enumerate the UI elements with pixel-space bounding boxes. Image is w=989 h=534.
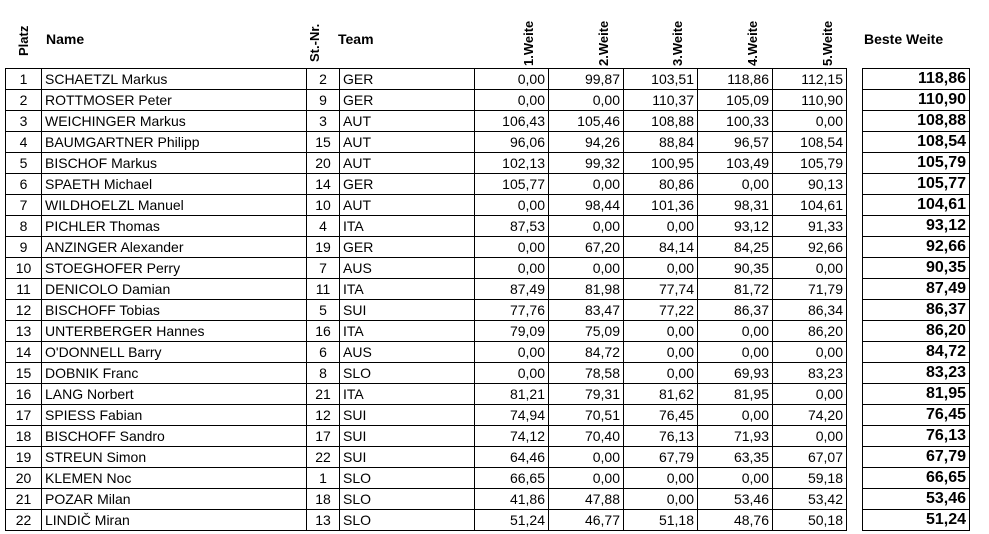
team-cell: SLO [340, 363, 475, 384]
weite-5-cell: 0,00 [773, 384, 847, 405]
weite-5-cell: 50,18 [773, 510, 847, 531]
name-cell: ROTTMOSER Peter [42, 90, 307, 111]
table-row [6, 258, 970, 279]
weite-1-cell: 51,24 [475, 510, 549, 531]
weite-1-cell: 105,77 [475, 174, 549, 195]
weite-1-cell: 0,00 [475, 195, 549, 216]
weite-5-cell: 83,23 [773, 363, 847, 384]
weite-3-cell: 0,00 [624, 342, 698, 363]
header-weite-4: 4.Weite [745, 20, 760, 66]
weite-3-cell: 84,14 [624, 237, 698, 258]
start-number-cell: 9 [307, 90, 340, 111]
weite-3-cell: 0,00 [624, 258, 698, 279]
beste-weite-cell: 87,49 [863, 279, 970, 300]
weite-4-cell: 90,35 [698, 258, 773, 279]
name-cell: LINDIČ Miran [42, 510, 307, 531]
column-gap [847, 426, 863, 447]
beste-weite-cell: 104,61 [863, 195, 970, 216]
header-weite-1: 1.Weite [521, 20, 536, 66]
name-cell: WILDHOELZL Manuel [42, 195, 307, 216]
column-gap [847, 300, 863, 321]
platz-cell: 13 [6, 321, 42, 342]
weite-3-cell: 110,37 [624, 90, 698, 111]
header-platz: Platz [16, 25, 31, 56]
header-name: Name [46, 31, 85, 47]
table-row [6, 195, 970, 216]
weite-5-cell: 105,79 [773, 153, 847, 174]
name-cell: SPAETH Michael [42, 174, 307, 195]
platz-cell: 14 [6, 342, 42, 363]
weite-5-cell: 67,07 [773, 447, 847, 468]
table-row [6, 321, 970, 342]
name-cell: WEICHINGER Markus [42, 111, 307, 132]
start-number-cell: 18 [307, 489, 340, 510]
beste-weite-cell: 53,46 [863, 489, 970, 510]
column-gap [847, 195, 863, 216]
column-gap [847, 258, 863, 279]
weite-4-cell: 96,57 [698, 132, 773, 153]
beste-weite-cell: 83,23 [863, 363, 970, 384]
team-cell: AUT [340, 111, 475, 132]
team-cell: ITA [340, 384, 475, 405]
weite-3-cell: 108,88 [624, 111, 698, 132]
weite-2-cell: 78,58 [549, 363, 624, 384]
weite-1-cell: 106,43 [475, 111, 549, 132]
beste-weite-cell: 90,35 [863, 258, 970, 279]
beste-weite-cell: 93,12 [863, 216, 970, 237]
header-weite-5: 5.Weite [820, 20, 835, 66]
column-gap [847, 489, 863, 510]
weite-2-cell: 84,72 [549, 342, 624, 363]
weite-4-cell: 105,09 [698, 90, 773, 111]
team-cell: ITA [340, 321, 475, 342]
header-weite-2: 2.Weite [596, 20, 611, 66]
weite-1-cell: 0,00 [475, 342, 549, 363]
weite-2-cell: 75,09 [549, 321, 624, 342]
weite-4-cell: 0,00 [698, 405, 773, 426]
weite-3-cell: 77,74 [624, 279, 698, 300]
weite-4-cell: 69,93 [698, 363, 773, 384]
table-row [6, 111, 970, 132]
beste-weite-cell: 110,90 [863, 90, 970, 111]
weite-1-cell: 0,00 [475, 90, 549, 111]
team-cell: ITA [340, 216, 475, 237]
team-cell: SUI [340, 300, 475, 321]
weite-3-cell: 76,45 [624, 405, 698, 426]
column-gap [847, 237, 863, 258]
team-cell: ITA [340, 279, 475, 300]
name-cell: POZAR Milan [42, 489, 307, 510]
column-gap [847, 468, 863, 489]
table-row [6, 447, 970, 468]
beste-weite-cell: 84,72 [863, 342, 970, 363]
table-row [6, 384, 970, 405]
weite-3-cell: 67,79 [624, 447, 698, 468]
weite-4-cell: 71,93 [698, 426, 773, 447]
platz-cell: 9 [6, 237, 42, 258]
platz-cell: 2 [6, 90, 42, 111]
column-gap [847, 321, 863, 342]
beste-weite-cell: 66,65 [863, 468, 970, 489]
table-row [6, 237, 970, 258]
name-cell: SPIESS Fabian [42, 405, 307, 426]
start-number-cell: 4 [307, 216, 340, 237]
platz-cell: 10 [6, 258, 42, 279]
platz-cell: 21 [6, 489, 42, 510]
start-number-cell: 5 [307, 300, 340, 321]
weite-4-cell: 93,12 [698, 216, 773, 237]
weite-3-cell: 76,13 [624, 426, 698, 447]
weite-3-cell: 51,18 [624, 510, 698, 531]
weite-2-cell: 0,00 [549, 447, 624, 468]
beste-weite-cell: 76,13 [863, 426, 970, 447]
weite-5-cell: 86,20 [773, 321, 847, 342]
platz-cell: 1 [6, 69, 42, 90]
platz-cell: 8 [6, 216, 42, 237]
start-number-cell: 17 [307, 426, 340, 447]
header-team: Team [338, 31, 374, 47]
team-cell: SUI [340, 447, 475, 468]
weite-5-cell: 92,66 [773, 237, 847, 258]
platz-cell: 11 [6, 279, 42, 300]
team-cell: AUS [340, 342, 475, 363]
weite-2-cell: 46,77 [549, 510, 624, 531]
name-cell: ANZINGER Alexander [42, 237, 307, 258]
name-cell: DENICOLO Damian [42, 279, 307, 300]
name-cell: BAUMGARTNER Philipp [42, 132, 307, 153]
column-gap [847, 363, 863, 384]
column-gap [847, 174, 863, 195]
column-gap [847, 405, 863, 426]
team-cell: AUS [340, 258, 475, 279]
weite-2-cell: 70,40 [549, 426, 624, 447]
column-gap [847, 216, 863, 237]
name-cell: KLEMEN Noc [42, 468, 307, 489]
weite-2-cell: 47,88 [549, 489, 624, 510]
weite-5-cell: 108,54 [773, 132, 847, 153]
platz-cell: 4 [6, 132, 42, 153]
name-cell: BISCHOFF Sandro [42, 426, 307, 447]
weite-2-cell: 0,00 [549, 258, 624, 279]
weite-2-cell: 79,31 [549, 384, 624, 405]
weite-1-cell: 41,86 [475, 489, 549, 510]
weite-1-cell: 66,65 [475, 468, 549, 489]
name-cell: LANG Norbert [42, 384, 307, 405]
weite-4-cell: 0,00 [698, 342, 773, 363]
platz-cell: 15 [6, 363, 42, 384]
column-gap [847, 510, 863, 531]
weite-1-cell: 74,94 [475, 405, 549, 426]
weite-2-cell: 98,44 [549, 195, 624, 216]
platz-cell: 12 [6, 300, 42, 321]
weite-5-cell: 0,00 [773, 258, 847, 279]
weite-2-cell: 99,87 [549, 69, 624, 90]
weite-2-cell: 99,32 [549, 153, 624, 174]
weite-3-cell: 81,62 [624, 384, 698, 405]
weite-2-cell: 0,00 [549, 468, 624, 489]
weite-2-cell: 81,98 [549, 279, 624, 300]
beste-weite-cell: 86,37 [863, 300, 970, 321]
start-number-cell: 19 [307, 237, 340, 258]
weite-1-cell: 102,13 [475, 153, 549, 174]
beste-weite-cell: 51,24 [863, 510, 970, 531]
start-number-cell: 22 [307, 447, 340, 468]
weite-3-cell: 0,00 [624, 216, 698, 237]
start-number-cell: 13 [307, 510, 340, 531]
column-gap [847, 342, 863, 363]
beste-weite-cell: 105,79 [863, 153, 970, 174]
table-row [6, 300, 970, 321]
platz-cell: 3 [6, 111, 42, 132]
table-row [6, 468, 970, 489]
weite-5-cell: 0,00 [773, 342, 847, 363]
team-cell: AUT [340, 195, 475, 216]
weite-4-cell: 81,72 [698, 279, 773, 300]
weite-5-cell: 90,13 [773, 174, 847, 195]
weite-1-cell: 77,76 [475, 300, 549, 321]
platz-cell: 19 [6, 447, 42, 468]
beste-weite-cell: 118,86 [863, 69, 970, 90]
weite-5-cell: 112,15 [773, 69, 847, 90]
weite-1-cell: 74,12 [475, 426, 549, 447]
weite-2-cell: 0,00 [549, 174, 624, 195]
platz-cell: 17 [6, 405, 42, 426]
weite-4-cell: 81,95 [698, 384, 773, 405]
table-row [6, 405, 970, 426]
table-row [6, 90, 970, 111]
beste-weite-cell: 86,20 [863, 321, 970, 342]
weite-3-cell: 100,95 [624, 153, 698, 174]
weite-5-cell: 53,42 [773, 489, 847, 510]
column-gap [847, 90, 863, 111]
weite-4-cell: 86,37 [698, 300, 773, 321]
table-row [6, 174, 970, 195]
weite-3-cell: 101,36 [624, 195, 698, 216]
name-cell: SCHAETZL Markus [42, 69, 307, 90]
table-row [6, 69, 970, 90]
platz-cell: 20 [6, 468, 42, 489]
start-number-cell: 14 [307, 174, 340, 195]
weite-3-cell: 103,51 [624, 69, 698, 90]
weite-1-cell: 81,21 [475, 384, 549, 405]
beste-weite-cell: 81,95 [863, 384, 970, 405]
column-gap [847, 69, 863, 90]
column-gap [847, 132, 863, 153]
weite-4-cell: 0,00 [698, 468, 773, 489]
start-number-cell: 15 [307, 132, 340, 153]
weite-1-cell: 0,00 [475, 363, 549, 384]
header-beste-weite: Beste Weite [864, 31, 944, 47]
column-gap [847, 447, 863, 468]
weite-5-cell: 0,00 [773, 426, 847, 447]
table-row [6, 489, 970, 510]
results-table-body [6, 69, 970, 531]
weite-1-cell: 0,00 [475, 237, 549, 258]
name-cell: UNTERBERGER Hannes [42, 321, 307, 342]
name-cell: PICHLER Thomas [42, 216, 307, 237]
table-row [6, 426, 970, 447]
weite-5-cell: 86,34 [773, 300, 847, 321]
team-cell: SUI [340, 405, 475, 426]
column-gap [847, 111, 863, 132]
start-number-cell: 3 [307, 111, 340, 132]
beste-weite-cell: 76,45 [863, 405, 970, 426]
start-number-cell: 6 [307, 342, 340, 363]
weite-5-cell: 59,18 [773, 468, 847, 489]
team-cell: SLO [340, 489, 475, 510]
platz-cell: 22 [6, 510, 42, 531]
team-cell: GER [340, 90, 475, 111]
weite-5-cell: 0,00 [773, 111, 847, 132]
team-cell: GER [340, 174, 475, 195]
column-gap [847, 153, 863, 174]
weite-2-cell: 67,20 [549, 237, 624, 258]
platz-cell: 6 [6, 174, 42, 195]
team-cell: SLO [340, 510, 475, 531]
start-number-cell: 7 [307, 258, 340, 279]
beste-weite-cell: 92,66 [863, 237, 970, 258]
beste-weite-cell: 108,88 [863, 111, 970, 132]
start-number-cell: 16 [307, 321, 340, 342]
name-cell: BISCHOFF Tobias [42, 300, 307, 321]
team-cell: SLO [340, 468, 475, 489]
weite-4-cell: 0,00 [698, 174, 773, 195]
weite-2-cell: 105,46 [549, 111, 624, 132]
weite-2-cell: 0,00 [549, 216, 624, 237]
weite-1-cell: 96,06 [475, 132, 549, 153]
weite-2-cell: 94,26 [549, 132, 624, 153]
header-weite-3: 3.Weite [670, 20, 685, 66]
name-cell: STREUN Simon [42, 447, 307, 468]
weite-4-cell: 0,00 [698, 321, 773, 342]
weite-4-cell: 53,46 [698, 489, 773, 510]
weite-4-cell: 84,25 [698, 237, 773, 258]
team-cell: GER [340, 69, 475, 90]
weite-5-cell: 104,61 [773, 195, 847, 216]
team-cell: GER [340, 237, 475, 258]
weite-3-cell: 0,00 [624, 363, 698, 384]
platz-cell: 7 [6, 195, 42, 216]
weite-1-cell: 0,00 [475, 69, 549, 90]
weite-2-cell: 0,00 [549, 90, 624, 111]
column-gap [847, 279, 863, 300]
table-row [6, 216, 970, 237]
weite-4-cell: 98,31 [698, 195, 773, 216]
table-row [6, 342, 970, 363]
start-number-cell: 10 [307, 195, 340, 216]
table-row [6, 363, 970, 384]
start-number-cell: 11 [307, 279, 340, 300]
name-cell: DOBNIK Franc [42, 363, 307, 384]
weite-5-cell: 91,33 [773, 216, 847, 237]
start-number-cell: 20 [307, 153, 340, 174]
weite-5-cell: 110,90 [773, 90, 847, 111]
weite-2-cell: 83,47 [549, 300, 624, 321]
header-stnr: St.-Nr. [307, 23, 322, 62]
weite-1-cell: 64,46 [475, 447, 549, 468]
name-cell: STOEGHOFER Perry [42, 258, 307, 279]
start-number-cell: 1 [307, 468, 340, 489]
platz-cell: 18 [6, 426, 42, 447]
platz-cell: 16 [6, 384, 42, 405]
start-number-cell: 21 [307, 384, 340, 405]
weite-5-cell: 74,20 [773, 405, 847, 426]
weite-1-cell: 79,09 [475, 321, 549, 342]
weite-4-cell: 63,35 [698, 447, 773, 468]
team-cell: SUI [340, 426, 475, 447]
platz-cell: 5 [6, 153, 42, 174]
team-cell: AUT [340, 153, 475, 174]
weite-4-cell: 118,86 [698, 69, 773, 90]
beste-weite-cell: 67,79 [863, 447, 970, 468]
start-number-cell: 8 [307, 363, 340, 384]
name-cell: BISCHOF Markus [42, 153, 307, 174]
table-row [6, 510, 970, 531]
weite-1-cell: 87,53 [475, 216, 549, 237]
table-row [6, 279, 970, 300]
beste-weite-cell: 108,54 [863, 132, 970, 153]
weite-2-cell: 70,51 [549, 405, 624, 426]
weite-1-cell: 0,00 [475, 258, 549, 279]
name-cell: O'DONNELL Barry [42, 342, 307, 363]
weite-3-cell: 0,00 [624, 468, 698, 489]
start-number-cell: 2 [307, 69, 340, 90]
weite-5-cell: 71,79 [773, 279, 847, 300]
weite-3-cell: 0,00 [624, 321, 698, 342]
column-gap [847, 384, 863, 405]
weite-4-cell: 100,33 [698, 111, 773, 132]
weite-3-cell: 0,00 [624, 489, 698, 510]
results-table [5, 68, 970, 531]
table-row [6, 153, 970, 174]
beste-weite-cell: 105,77 [863, 174, 970, 195]
start-number-cell: 12 [307, 405, 340, 426]
weite-3-cell: 80,86 [624, 174, 698, 195]
team-cell: AUT [340, 132, 475, 153]
weite-1-cell: 87,49 [475, 279, 549, 300]
weite-4-cell: 103,49 [698, 153, 773, 174]
table-row [6, 132, 970, 153]
weite-3-cell: 88,84 [624, 132, 698, 153]
weite-3-cell: 77,22 [624, 300, 698, 321]
weite-4-cell: 48,76 [698, 510, 773, 531]
